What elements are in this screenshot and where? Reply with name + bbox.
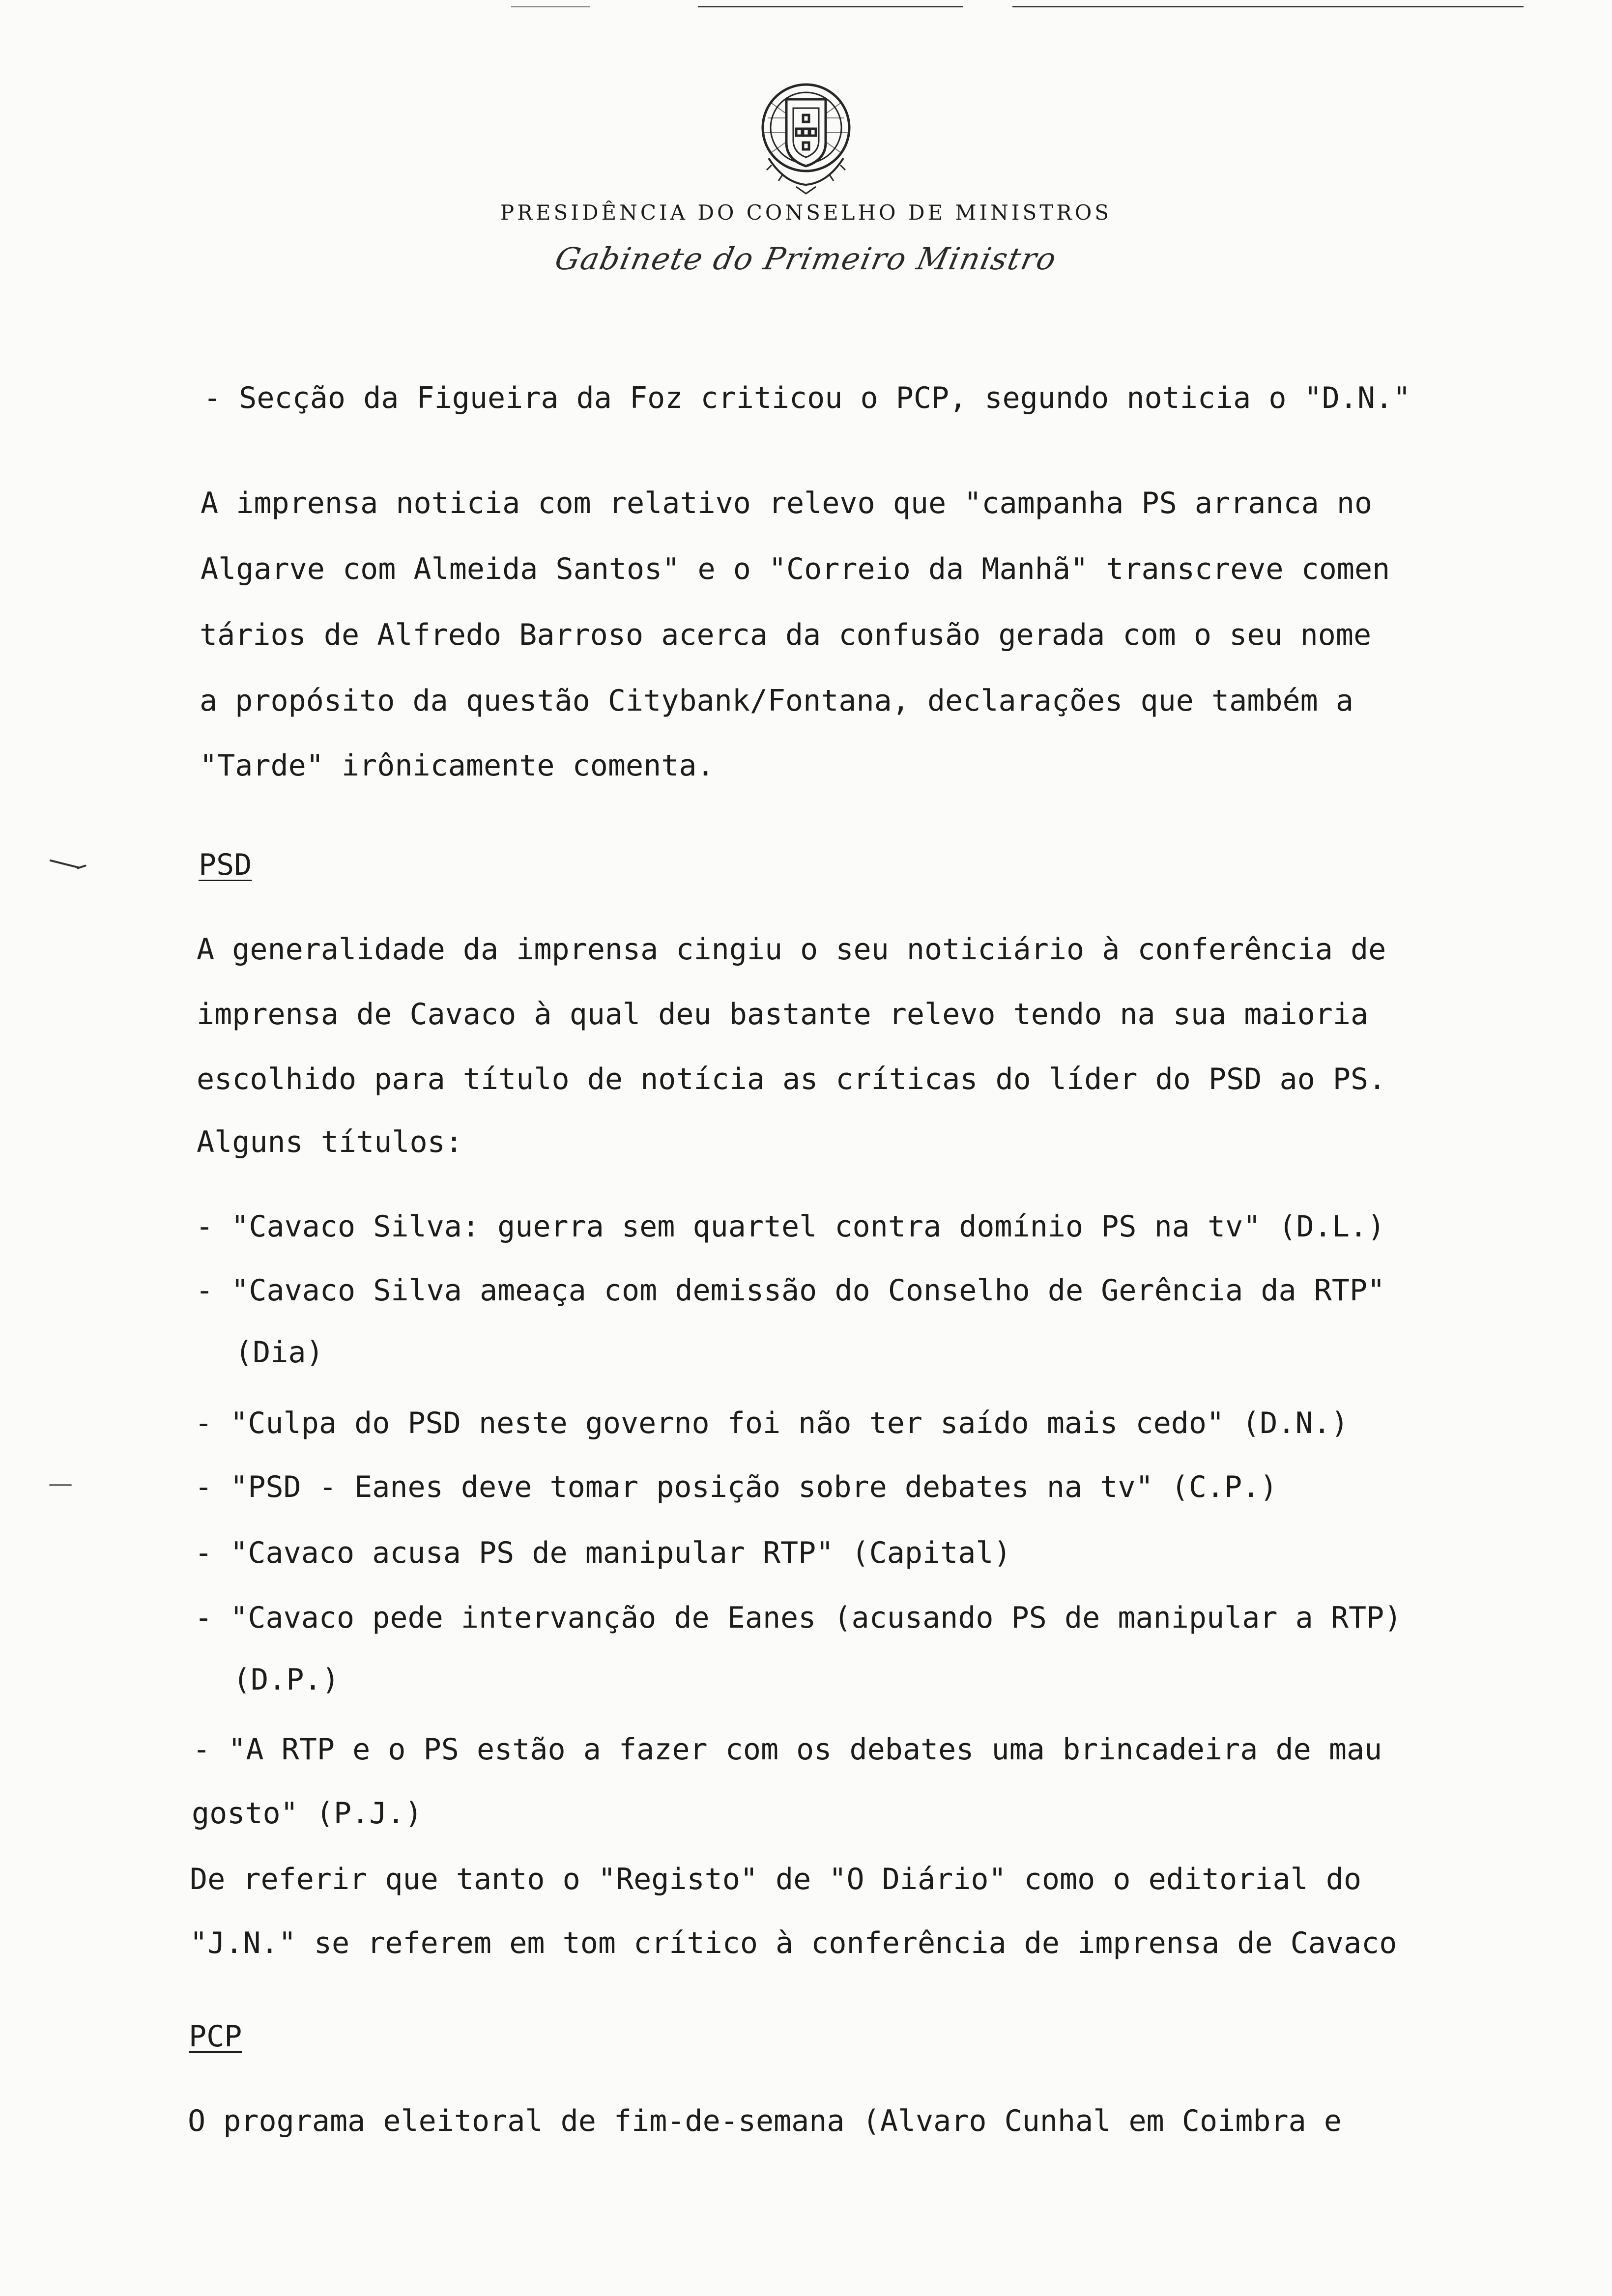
text-line: Alguns títulos: — [197, 1125, 463, 1159]
text-line: A imprensa noticia com relativo relevo que "campanha PS arranca no — [201, 486, 1373, 520]
office-signature: Gabinete do Primeiro Ministro — [551, 241, 1061, 277]
list-item-continuation: (D.P.) — [233, 1663, 340, 1697]
list-item: - "Cavaco pede intervanção de Eanes (acusando PS de manipular a RTP) — [195, 1601, 1402, 1635]
margin-mark — [49, 860, 79, 869]
list-item: - "A RTP e o PS estão a fazer com os debates uma brincadeira de mau — [193, 1732, 1382, 1767]
institution-name: PRESIDÊNCIA DO CONSELHO DE MINISTROS — [500, 201, 1112, 225]
text-line: O programa eleitoral de fim-de-semana (Alvaro Cunhal em Coimbra e — [188, 2104, 1342, 2138]
top-rule — [698, 6, 963, 7]
text-line: Algarve com Almeida Santos" e o "Correio da Manhã" transcreve comen — [201, 552, 1390, 586]
text-line: "J.N." se referem em tom crítico à conferência de imprensa de Cavaco — [190, 1926, 1397, 1960]
list-item: - "Cavaco Silva ameaça com demissão do Conselho de Gerência da RTP" — [196, 1273, 1385, 1308]
text-line: "Tarde" irônicamente comenta. — [200, 748, 715, 783]
text-line: A generalidade da imprensa cingiu o seu noticiário à conferência de — [197, 932, 1386, 967]
section-heading-pcp: PCP — [189, 2019, 242, 2054]
list-item-continuation: gosto" (P.J.) — [192, 1796, 423, 1831]
list-item: - "PSD - Eanes deve tomar posição sobre debates na tv" (C.P.) — [195, 1470, 1278, 1504]
text-line: tários de Alfredo Barroso acerca da confusão gerada com o seu nome — [200, 618, 1372, 652]
list-item: - "Cavaco acusa PS de manipular RTP" (Capital) — [195, 1536, 1011, 1570]
text-line: escolhido para título de notícia as críticas do líder do PSD ao PS. — [197, 1062, 1386, 1096]
text-line: imprensa de Cavaco à qual deu bastante relevo tendo na sua maioria — [197, 997, 1369, 1032]
text-line: De referir que tanto o "Registo" de "O Diário" como o editorial do — [190, 1862, 1362, 1896]
margin-mark — [49, 1484, 72, 1486]
list-item: - "Cavaco Silva: guerra sem quartel contra domínio PS na tv" (D.L.) — [196, 1209, 1385, 1244]
text-line: a propósito da questão Citybank/Fontana, declarações que também a — [200, 684, 1353, 718]
coat-of-arms-icon — [737, 69, 875, 197]
top-rule — [511, 6, 590, 7]
text-line: - Secção da Figueira da Foz criticou o PCP, segundo noticia o "D.N." — [203, 381, 1411, 415]
section-heading-psd: PSD — [199, 848, 252, 882]
top-rule — [1012, 6, 1524, 7]
list-item-continuation: (Dia) — [235, 1335, 324, 1370]
list-item: - "Culpa do PSD neste governo foi não ter saído mais cedo" (D.N.) — [195, 1406, 1349, 1440]
margin-mark — [77, 864, 86, 869]
